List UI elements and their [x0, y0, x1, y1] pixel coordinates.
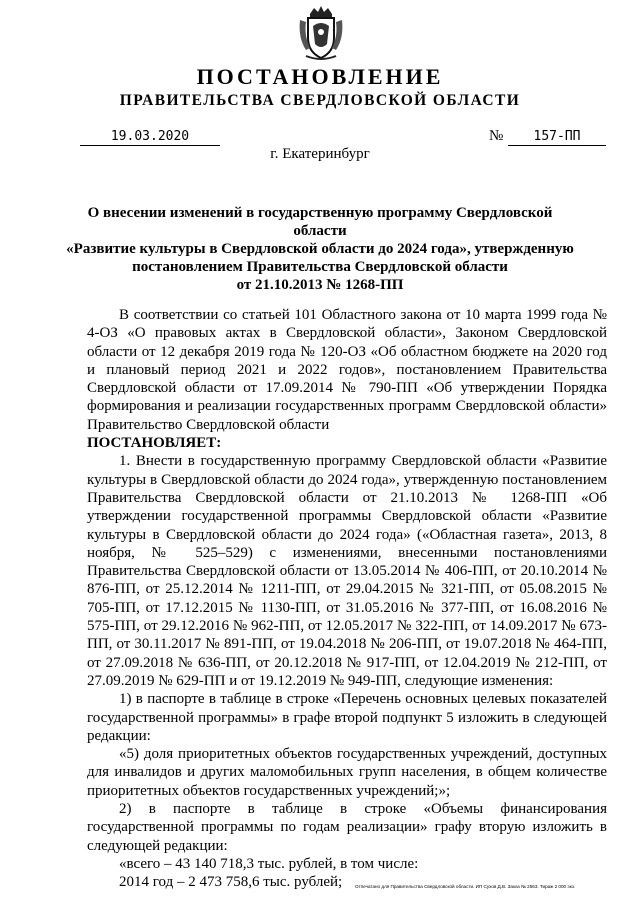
subitem-1-paragraph: 1) в паспорте в таблице в строке «Перечень основных целевых показателей государственной программы» в графе второй подпункт 5 изложить в следующей редакции:: [87, 691, 607, 744]
document-number: 157-ПП: [508, 130, 606, 146]
document-body: [87, 306, 607, 892]
document-type-title: ПОСТАНОВЛЕНИЕ: [196, 64, 444, 89]
total-line: «всего – 43 140 718,3 тыс. рублей, в том числе:: [119, 855, 419, 872]
heading-line-1: О внесении изменений в государственную программу Свердловской области: [87, 205, 553, 239]
quote-1-paragraph: «5) доля приоритетных объектов государственных учреждений, доступных для инвалидов и других маломобильных групп населения, в общем количестве приоритетных объектов государственных учреждений;»;: [87, 746, 607, 799]
resolves-heading: ПОСТАНОВЛЯЕТ:: [87, 435, 222, 452]
print-footer: Отпечатано для Правительства Свердловской области. ИП Сухов Д.В. Заказ № 2563. Тираж 2 000 экз.: [355, 884, 576, 889]
heading-line-3: постановлением Правительства Свердловской области: [132, 259, 508, 275]
item-1-paragraph: 1. Внести в государственную программу Свердловской области «Развитие культуры в Свердловской области до 2024 года», утвержденную постановлением Правительства Свердловской области от 21.10.2013 № 1268-ПП «Об утверждении государственной программы Свердловской области «Развитие культуры в Свердловской области до 2024 года» («Областная газета», 2013, 8 ноября, № 525–529) с изменениями, внесенными постановлениями Правительства Свердловской области от 13.05.2014 № 406-ПП, от 20.10.2014 № 876-ПП, от 25.12.2014 № 1211-ПП, от 29.04.2015 № 321-ПП, от 05.08.2015 № 705-ПП, от 17.12.2015 № 1130-ПП, от 31.05.2016 № 377-ПП, от 16.08.2016 № 575-ПП, от 29.12.2016 № 962-ПП, от 12.05.2017 № 322-ПП, от 14.09.2017 № 673-ПП, от 30.11.2017 № 891-ПП, от 19.04.2018 № 206-ПП, от 19.07.2018 № 464-ПП, от 27.09.2018 № 636-ПП, от 20.12.2018 № 917-ПП, от 12.04.2019 № 212-ПП, от 27.09.2019 № 629-ПП и от 19.12.2019 № 949-ПП, следующие изменения:: [87, 453, 607, 689]
coat-of-arms-icon: [296, 4, 346, 62]
heading-line-2: «Развитие культуры в Свердловской области до 2024 года», утвержденную: [66, 241, 574, 257]
number-label: №: [489, 128, 504, 144]
document-heading: [60, 204, 580, 294]
heading-line-4: от 21.10.2013 № 1268-ПП: [236, 277, 404, 293]
year-2014-line: 2014 год – 2 473 758,6 тыс. рублей;: [119, 874, 343, 891]
preamble-paragraph: В соответствии со статьей 101 Областного закона от 10 марта 1999 года № 4-ОЗ «О правовых актах в Свердловской области», Законом Свердловской области от 12 декабря 2019 года № 120-ОЗ «Об областном бюджете на 2020 год и плановый период 2021 и 2022 годов», постановлением Правительства Свердловской области от 17.09.2014 № 790-ПП «Об утверждении Порядка формирования и реализации государственных программ Свердловской области» Правительство Свердловской области: [87, 307, 607, 433]
issuer-title: ПРАВИТЕЛЬСТВА СВЕРДЛОВСКОЙ ОБЛАСТИ: [119, 92, 521, 109]
city: г. Екатеринбург: [270, 146, 370, 162]
document-date: 19.03.2020: [80, 130, 220, 146]
subitem-2-paragraph: 2) в паспорте в таблице в строке «Объемы финансирования государственной программы по годам реализации» графу вторую изложить в следующей редакции:: [87, 801, 607, 854]
